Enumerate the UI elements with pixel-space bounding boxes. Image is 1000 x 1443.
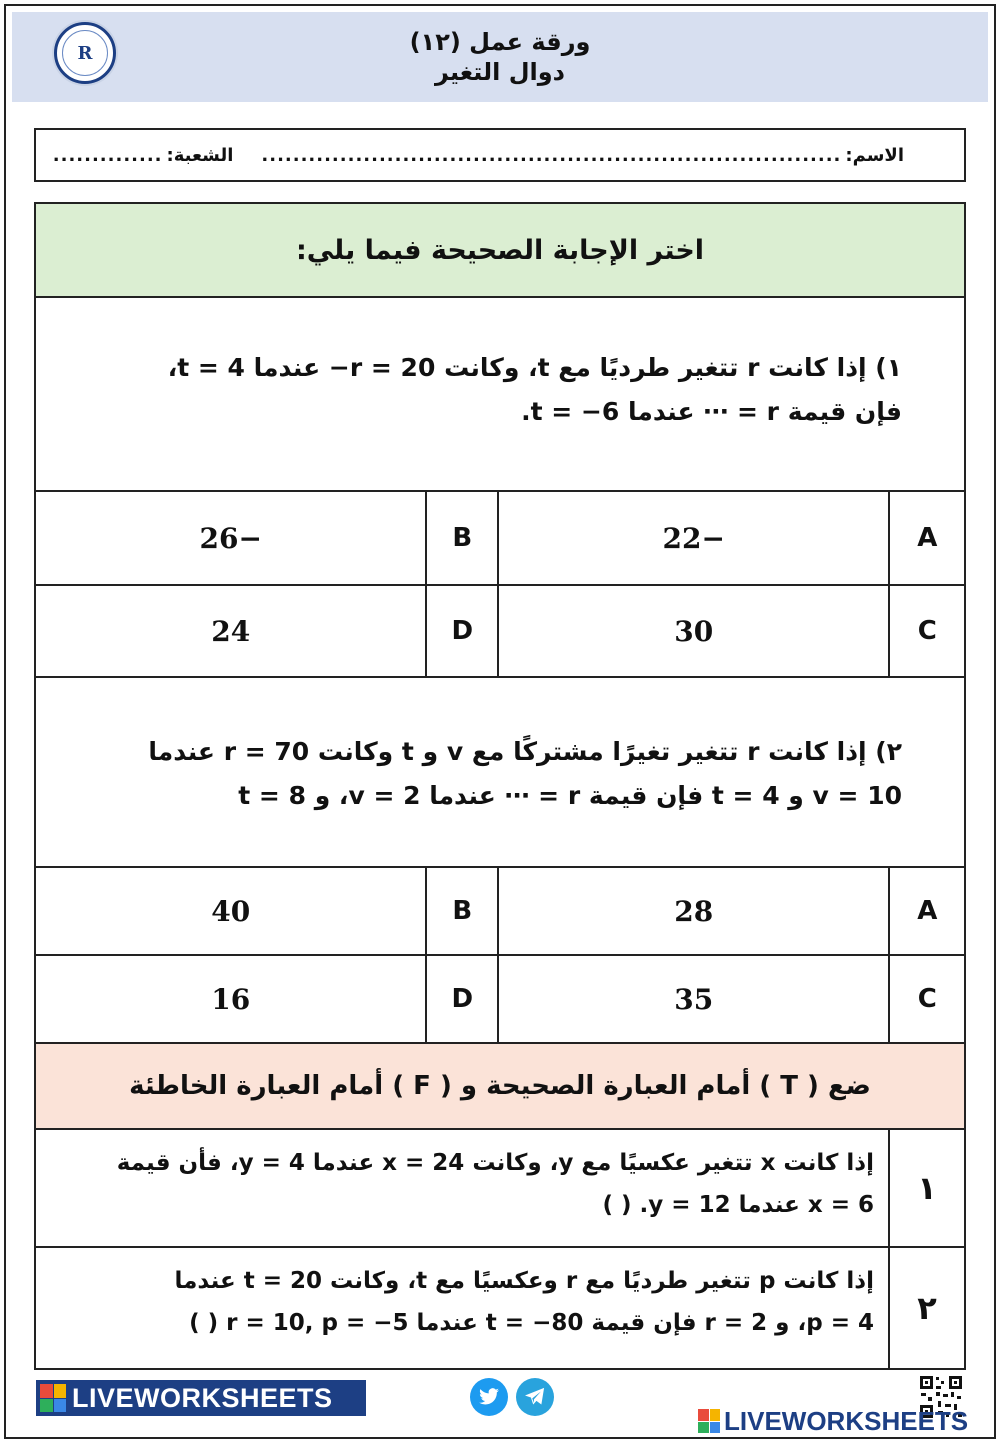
liveworksheets-badge-icon bbox=[40, 1384, 66, 1412]
option-letter: B bbox=[425, 868, 497, 954]
question-1-line-2: فإن قيمة r = ⋯ عندما t = −6. bbox=[521, 397, 902, 426]
name-label: الاسم: bbox=[845, 144, 904, 166]
worksheet-title: ورقة عمل (١٢) bbox=[409, 28, 591, 56]
brand-text: LIVEWORKSHEETS bbox=[724, 1405, 969, 1436]
item-1-line-1: إذا كانت x تتغير عكسيًا مع y، وكانت x = 24 عندما y = 4، فأن قيمة bbox=[116, 1150, 874, 1176]
question-1 bbox=[36, 346, 964, 434]
item-2-line-1: إذا كانت p تتغير طرديًا مع r وعكسيًا مع t، وكانت t = 20 عندما bbox=[174, 1268, 874, 1294]
worksheet-header bbox=[12, 12, 988, 102]
true-false-item-2 bbox=[36, 1248, 964, 1368]
option-letter: C bbox=[888, 956, 964, 1042]
liveworksheets-logo-left[interactable] bbox=[36, 1380, 366, 1416]
multiple-choice-instruction: اختر الإجابة الصحيحة فيما يلي: bbox=[36, 204, 964, 298]
option-c-answer[interactable]: 30 bbox=[497, 586, 888, 676]
question-2 bbox=[36, 730, 964, 818]
school-logo bbox=[54, 22, 116, 84]
options-row bbox=[36, 868, 964, 954]
liveworksheets-logo-right[interactable] bbox=[698, 1406, 998, 1436]
worksheet-subtitle: دوال التغير bbox=[435, 58, 565, 86]
true-false-instruction: ضع ( T ) أمام العبارة الصحيحة و ( F ) أمام العبارة الخاطئة bbox=[36, 1042, 964, 1130]
liveworksheets-badge-icon bbox=[698, 1409, 720, 1433]
options-row bbox=[36, 956, 964, 1042]
option-letter: A bbox=[888, 868, 964, 954]
option-c-answer[interactable]: 35 bbox=[497, 956, 888, 1042]
item-2-answer-line[interactable]: p = 4، و r = 2 فإن قيمة t = −80 عندما r = 10, p = −5 ( ) bbox=[189, 1310, 874, 1336]
question-2-line-2: v = 10 و t = 4 فإن قيمة r = ⋯ عندما v = 2، و t = 8 bbox=[238, 781, 902, 810]
options-row bbox=[36, 492, 964, 584]
true-false-item-1 bbox=[36, 1130, 964, 1246]
option-letter: D bbox=[425, 956, 497, 1042]
item-number: ٢ bbox=[888, 1248, 964, 1368]
item-text bbox=[36, 1248, 888, 1368]
option-letter: A bbox=[888, 492, 964, 584]
telegram-icon[interactable] bbox=[516, 1378, 554, 1416]
option-letter: D bbox=[425, 586, 497, 676]
twitter-icon[interactable] bbox=[470, 1378, 508, 1416]
student-info-box bbox=[34, 128, 966, 182]
item-1-answer-line[interactable]: x = 6 عندما y = 12. ( ) bbox=[602, 1192, 874, 1218]
option-letter: B bbox=[425, 492, 497, 584]
section-label: الشعبة: bbox=[166, 144, 234, 166]
section-field[interactable]: .............. bbox=[52, 144, 163, 166]
question-1-line-1: ١) إذا كانت r تتغير طرديًا مع t، وكانت r = 20− عندما t = 4، bbox=[167, 353, 902, 382]
option-b-answer[interactable]: −26 bbox=[199, 521, 262, 555]
name-field[interactable]: .......................................................................... bbox=[261, 144, 842, 166]
logo-letter: R bbox=[62, 30, 108, 76]
option-d-answer[interactable]: 16 bbox=[211, 982, 251, 1016]
option-a-answer[interactable]: 28 bbox=[497, 868, 888, 954]
option-d-answer[interactable]: 24 bbox=[211, 614, 251, 648]
divider bbox=[36, 676, 964, 678]
options-row bbox=[36, 586, 964, 676]
question-2-line-1: ٢) إذا كانت r تتغير تغيرًا مشتركًا مع v و t وكانت r = 70 عندما bbox=[148, 737, 902, 766]
worksheet-body bbox=[34, 202, 966, 1370]
brand-text: LIVEWORKSHEETS bbox=[72, 1382, 333, 1413]
item-number: ١ bbox=[888, 1130, 964, 1246]
option-letter: C bbox=[888, 586, 964, 676]
item-text bbox=[36, 1130, 888, 1246]
option-b-answer[interactable]: 40 bbox=[211, 894, 251, 928]
option-a-answer[interactable]: −22 bbox=[497, 492, 888, 584]
